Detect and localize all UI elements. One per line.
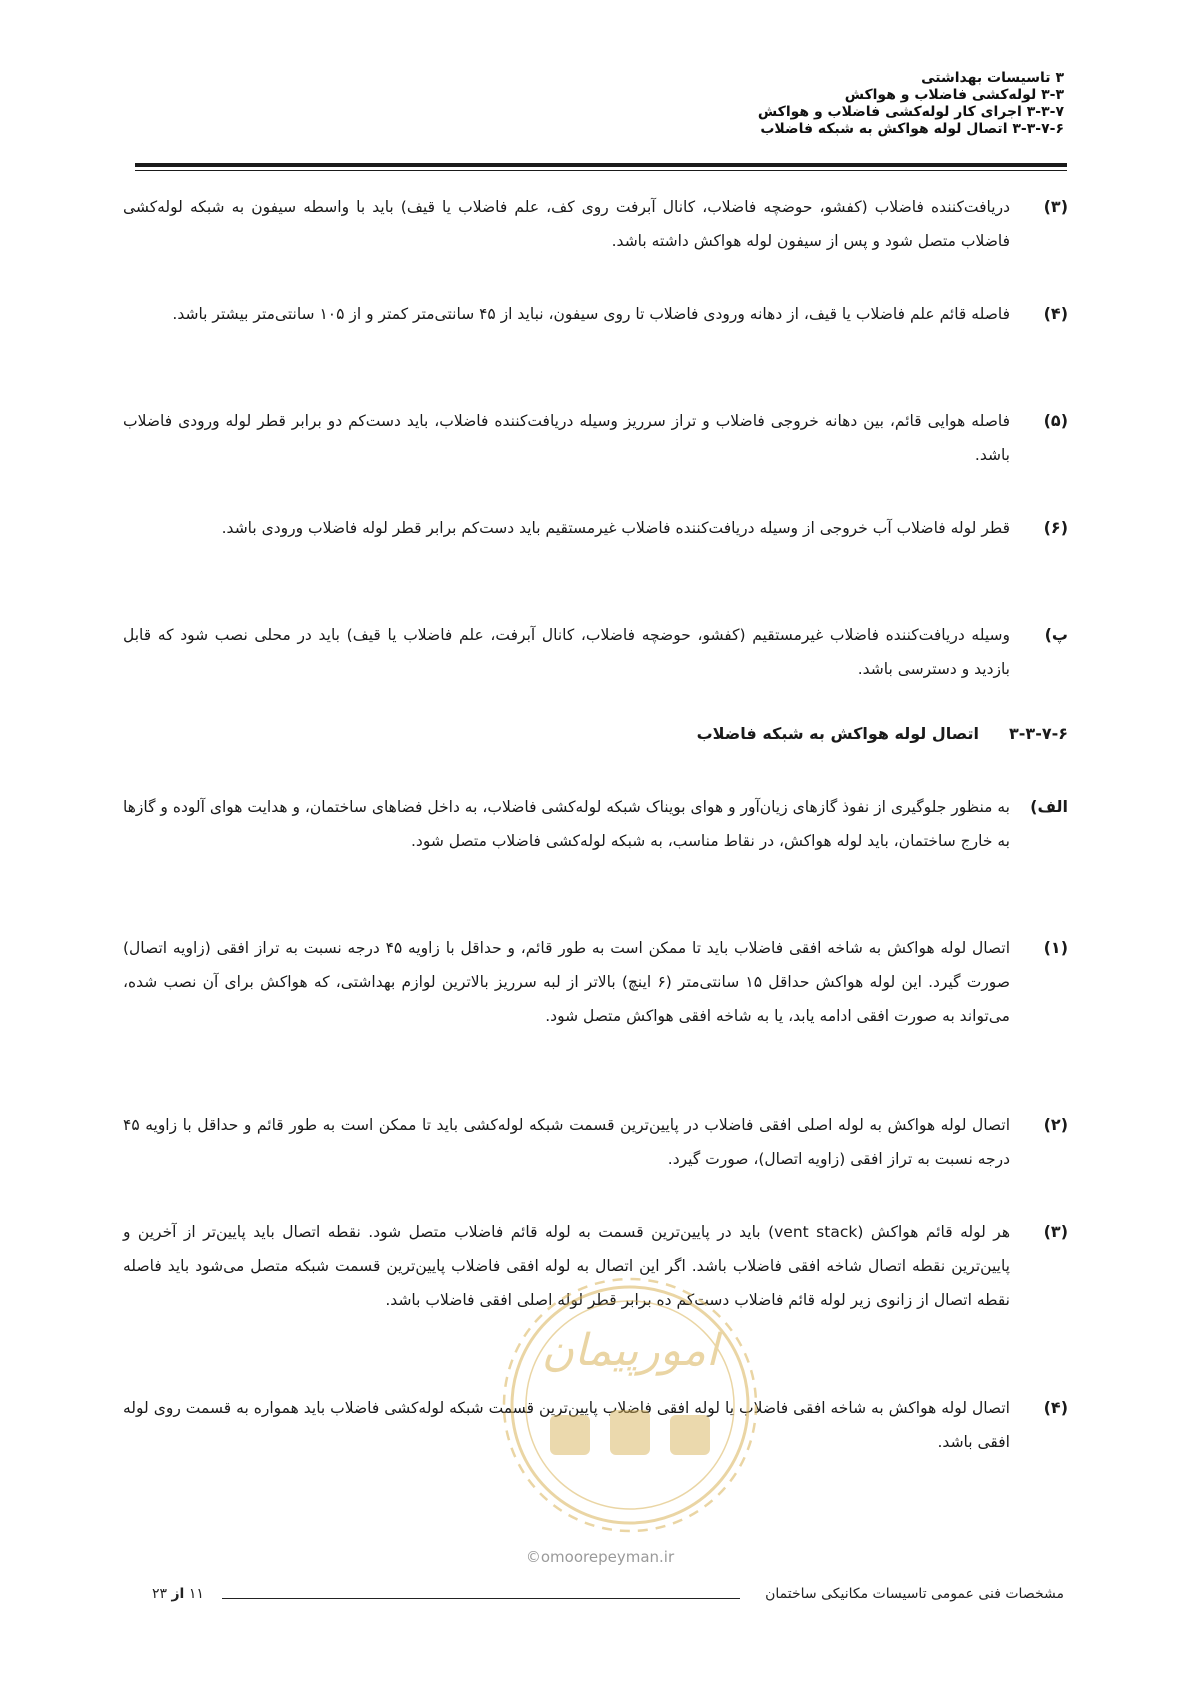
page-total: ۲۳	[152, 1586, 168, 1602]
item-text: اتصال لوله هواکش به شاخه افقی فاضلاب یا لوله افقی فاضلاب پایین‌ترین قسمت شبکه لوله‌کشی فاضلاب باید همواره به قسمت روی لوله افقی باشد.	[123, 1399, 1010, 1451]
item-text: اتصال لوله هواکش به شاخه افقی فاضلاب باید تا ممکن است به طور قائم، و حداقل با زاویه ۴۵ درجه نسبت به تراز افقی (زاویه اتصال) صورت گیرد. این لوله هواکش حداقل ۱۵ سانتی‌متر (۶ اینچ) بالاتر از لبه سرریز بالاترین لوازم بهداشتی، که هواکش برای آن نصب شده، می‌تواند به صورت افقی ادامه یابد، یا به شاخه افقی هواکش متصل شود.	[123, 939, 1010, 1025]
header-divider-thin	[135, 170, 1067, 171]
list-item	[123, 1108, 1068, 1178]
watermark-logo-text: امورپیمان	[541, 1325, 719, 1376]
item-marker: (۵)	[1043, 411, 1068, 430]
page-current: ۱۱	[188, 1586, 204, 1602]
item-marker: (۳)	[1043, 197, 1068, 216]
section-heading	[697, 724, 1068, 743]
item-marker: (۲)	[1043, 1115, 1068, 1134]
header-current-topic: ۳-۳-۷-۶ اتصال لوله هواکش به شبکه فاضلاب	[760, 121, 1064, 137]
watermark-site-text: omoorepeyman.ir	[540, 1548, 675, 1566]
page-separator: از	[171, 1586, 185, 1602]
watermark-seal	[480, 1265, 780, 1545]
item-marker: (۱)	[1043, 938, 1068, 957]
item-marker: الف)	[1030, 797, 1068, 816]
item-marker: (۴)	[1043, 1398, 1068, 1417]
header-subsection: ۳-۳-۷ اجرای کار لوله‌کشی فاضلاب و هواکش	[757, 104, 1064, 120]
list-item	[123, 790, 1068, 894]
item-text: فاصله هوایی قائم، بین دهانه خروجی فاضلاب و تراز سرریز وسیله دریافت‌کننده فاضلاب، باید دست‌کم دو برابر قطر لوله ورودی فاضلاب باشد.	[123, 412, 1010, 464]
item-text: به منظور جلوگیری از نفوذ گازهای زیان‌آور و هوای بویناک شبکه لوله‌کشی فاضلاب، به داخل فضاهای ساختمان، و هدایت هوای آلوده و گازها به خارج ساختمان، باید لوله هواکش، در نقاط مناسب، به شبکه لوله‌کشی فاضلاب متصل شود.	[123, 798, 1010, 850]
header-divider-thick	[135, 163, 1067, 167]
item-text: فاصله قائم علم فاضلاب یا قیف، از دهانه ورودی فاضلاب تا روی سیفون، نباید از ۴۵ سانتی‌متر کمتر و از ۱۰۵ سانتی‌متر بیشتر باشد.	[172, 305, 1010, 323]
page-number	[152, 1586, 204, 1602]
item-marker: (۳)	[1043, 1222, 1068, 1241]
list-item	[123, 931, 1068, 1069]
header-section: ۳-۳ لوله‌کشی فاضلاب و هواکش	[844, 87, 1064, 103]
list-item	[123, 190, 1068, 260]
list-item	[123, 404, 1068, 474]
section-title-text: اتصال لوله هواکش به شبکه فاضلاب	[696, 724, 980, 743]
page-header	[124, 70, 1064, 138]
section-number: ۳-۳-۷-۶	[1009, 724, 1068, 743]
item-marker: پ)	[1044, 625, 1068, 644]
item-text: دریافت‌کننده فاضلاب (کفشو، حوضچه فاضلاب، کانال آبرفت روی کف، علم فاضلاب یا قیف) باید با واسطه سیفون به شبکه لوله‌کشی فاضلاب متصل شود و پس از سیفون لوله هواکش داشته باشد.	[123, 198, 1010, 250]
header-chapter: ۳ تاسیسات بهداشتی	[921, 70, 1064, 86]
watermark-site	[500, 1548, 700, 1566]
item-text: قطر لوله فاضلاب آب خروجی از وسیله دریافت‌کننده فاضلاب غیرمستقیم باید دست‌کم برابر قطر لوله فاضلاب ورودی باشد.	[221, 519, 1010, 537]
list-item	[123, 297, 1068, 367]
footer-rule	[222, 1598, 740, 1599]
footer-title: مشخصات فنی عمومی تاسیسات مکانیکی ساختمان	[765, 1586, 1064, 1602]
list-item	[123, 618, 1068, 688]
item-marker: (۴)	[1043, 304, 1068, 323]
page-footer	[0, 1586, 1190, 1606]
item-text: اتصال لوله هواکش به لوله اصلی افقی فاضلاب در پایین‌ترین قسمت شبکه لوله‌کشی باید تا ممکن است به طور قائم و حداقل با زاویه ۴۵ درجه نسبت به تراز افقی (زاویه اتصال)، صورت گیرد.	[123, 1116, 1010, 1168]
copyright-icon: ©	[525, 1548, 541, 1566]
item-text: وسیله دریافت‌کننده فاضلاب غیرمستقیم (کفشو، حوضچه فاضلاب، کانال آبرفت، علم فاضلاب یا قیف) باید در محلی نصب شود که قابل بازدید و دسترسی باشد.	[123, 626, 1010, 678]
item-marker: (۶)	[1043, 518, 1068, 537]
item-text: هر لوله قائم هواکش (vent stack) باید در پایین‌ترین قسمت به لوله قائم فاضلاب متصل شود. نقطه اتصال باید پایین‌تر از آخرین و پایین‌ترین نقطه اتصال شاخه افقی فاضلاب باشد. اگر این اتصال به لوله افقی فاضلاب پایین‌ترین قسمت شبکه متصل می‌شود باید فاصله نقطه اتصال از زانوی زیر لوله قائم فاضلاب دست‌کم ده برابر قطر لوله اصلی افقی فاضلاب باشد.	[123, 1223, 1011, 1309]
list-item	[123, 511, 1068, 581]
